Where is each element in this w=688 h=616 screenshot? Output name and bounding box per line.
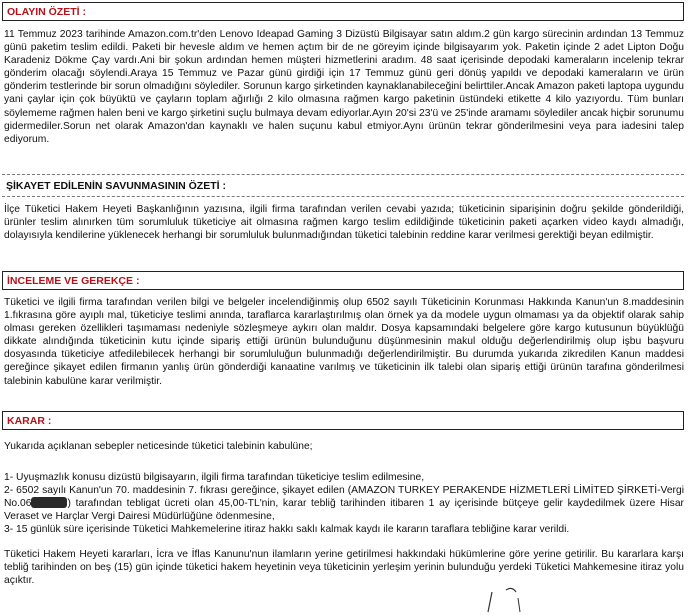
karar-item-2-part-a: 2- 6502 sayılı Kanun'un 70. maddesinin 7. fıkrası gereğince, şikayet edilen (AMAZON TURKEY PERAKENDE HİZMETLERİ LİMİTED ŞİRKETİ-Vergi No.06 bbox=[4, 485, 684, 510]
section-heading-text: OLAYIN ÖZETİ : bbox=[7, 6, 86, 18]
section-heading-text: KARAR : bbox=[7, 415, 52, 427]
redaction-mark bbox=[31, 497, 67, 508]
section-heading-text: İNCELEME VE GEREKÇE : bbox=[7, 275, 140, 287]
paragraph: Tüketici ve ilgili firma tarafından verilen bilgi ve belgeler incelendiğinmiş olup 6502 sayılı Tüketicinin Korunması Hakkında Kanun'un 8.maddesinin 1.fıkrasına göre ayıplı mal, tüketiciye teslimi anında, taraflarca kararlaştırılmış olan örnek ya da modele uygun olmaması ya da objektif olarak sahip olması gereken özellikleri taşımaması nedeniyle sözleşmeye aykırı olan maldır. Dosya kapsamındaki belgelere göre kargo kutusunun büyüklüğü dikkate alındığında tüketicinin kutu içinde sipariş ettiği ürünün bulunduğunu düşünmesinin makul olduğu değerlendirilmiş olup işbu başvuru dosyasında tüketiciye atfedilebilecek herhangi bir sorumluluğun bulunmadığı değerlendirilmiştir. Bu durumda yukarıda zikredilen Kanun maddesi gereğince şikayet edilen firmanın yanlış ürün gönderdiği kanaatine varılmış ve tüketicinin ilk talebi olan sipariş ettiği ürünün tarafına gönderilmesi talebinin kabulüne karar verilmiştir. bbox=[4, 297, 684, 387]
section-heading-savunma-ozeti bbox=[2, 177, 684, 196]
section-heading-text: ŞİKAYET EDİLENİN SAVUNMASININ ÖZETİ : bbox=[6, 180, 226, 192]
section-heading-karar bbox=[2, 411, 684, 430]
section-divider bbox=[2, 196, 684, 197]
karar-item-3: 3- 15 günlük süre içerisinde Tüketici Mahkemelerine itiraz hakkı saklı kalmak kaydı ile kararın taraflara tebliğine karar verildi. bbox=[4, 524, 570, 536]
section-body-karar bbox=[4, 440, 684, 587]
paragraph: 11 Temmuz 2023 tarihinde Amazon.com.tr'den Lenovo Ideapad Gaming 3 Dizüstü Bilgisayar satın aldım.2 gün kargo sürecinin ardından 13 Temmuz günü paketim teslim edildi. Paketi bir hevesle aldım ve hemen açtım bir de ne göreyim içinde bilgisayarım yok. Paketin içinde 2 adet Lipton Doğu Karadeniz Dökme Çay vardı.Ani bir şokun ardından hemen müşteri hizmetlerini aradım. 48 saat içerisinde depodaki kameraların incelenip tekrar gönderim olacağı söylendi.Araya 15 Temmuz ve Pazar günü girdiği için 17 Temmuz günü geri dönüş yapıldı ve depodaki kameraların ve ürün gönderim testlerinde bir sorun olmadığını söylediler. Sorunun kargo şirketinden kaynaklanabileceğini belirttiler.Ancak Amazon paketi laptopa uygundu yani çaylar için çok büyüktü ve çayların toplam ağırlığı 2 kilo olmasına rağmen kargo paketinin üstündeki etikette 4 kilo yazıyordu. Tüm bunları söylememe rağmen halen beni ve kargo şirketini suçlu bulmaya devam ediyorlar.Ayın 20'si 23'ü ve 25'inde aramamı söylediler ancak hiçbir sorunumu gidermediler.Sorun net olarak Amazon'dan kaynaklı ve halen suçunu kabul etmiyor.Aynı ürünün tekrar gönderilmesini veya para iadesini talep ediyorum. bbox=[4, 29, 684, 145]
section-divider bbox=[2, 174, 684, 175]
section-body-olay-ozeti bbox=[4, 28, 684, 146]
section-body-savunma-ozeti bbox=[4, 203, 684, 242]
signature-mark bbox=[478, 584, 538, 614]
karar-item-1: 1- Uyuşmazlık konusu dizüstü bilgisayarın, ilgili firma tarafından tüketiciye teslim edilmesine, bbox=[4, 472, 425, 484]
karar-closing: Tüketici Hakem Heyeti kararları, İcra ve İflas Kanunu'nun ilamların yerine getirilmesi hakkındaki hükümlerine göre yerine getirilir. Bu kararlara karşı tebliğ tarihinden on beş (15) gün içinde tüketici hakem heyetinin veya tüketicinin yerleşim yerinin bulunduğu yerdeki Tüketici Mahkemesine itiraz yolu açıktır. bbox=[4, 548, 684, 586]
karar-item-2 bbox=[4, 484, 684, 523]
section-body-inceleme-gerekce bbox=[4, 296, 684, 388]
section-heading-olay-ozeti bbox=[2, 2, 684, 21]
paragraph: İlçe Tüketici Hakem Heyeti Başkanlığının yazısına, ilgili firma tarafından verilen cevabi yazıda; tüketicinin siparişinin doğru şekilde gönderildiği, ürünler teslim alınırken tüm sorumluluk tüketiciye ait olmasına rağmen kargo teslim edildiğinde tüketicinin paketi açarken video kaydı almadığı, dolayısıyla kendilerine yüklenecek herhangi bir sorumluluk bulunmadığından tüketici talebinin reddine karar verilmesi gerektiği beyan edilmiştir. bbox=[4, 204, 684, 242]
section-heading-inceleme-gerekce bbox=[2, 271, 684, 290]
karar-intro: Yukarıda açıklanan sebepler neticesinde tüketici talebinin kabulüne; bbox=[4, 441, 313, 452]
karar-item-2-part-b: ) tarafından tebligat ücreti olan 45,00-TL'nin, karar tebliğ tarihinden itibaren 1 ay içerisinde bütçeye gelir kaydedilmek üzere Hisar Veraset ve Harçlar Vergi Dairesi Müdürlüğüne ödenmesine, bbox=[4, 498, 684, 523]
